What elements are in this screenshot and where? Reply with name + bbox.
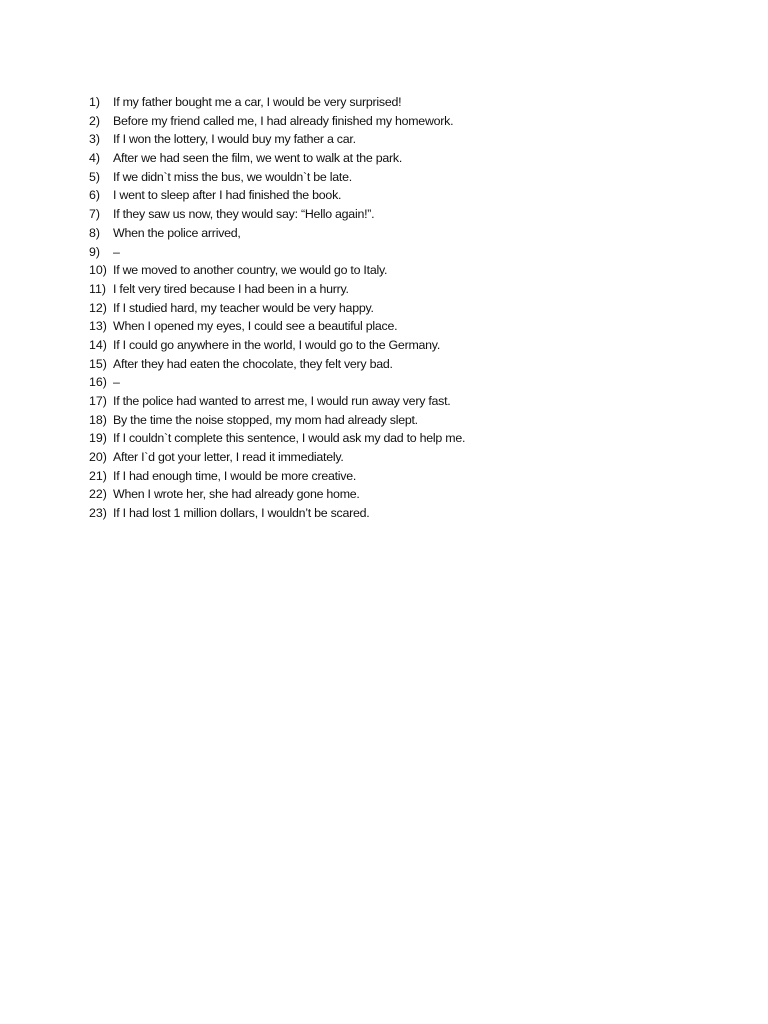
item-number: 23): [89, 506, 107, 521]
list-item: [89, 149, 465, 168]
item-text: If I had lost 1 million dollars, I wouldn’t be scared.: [113, 506, 370, 521]
list-item: [89, 504, 465, 523]
list-item: [89, 411, 465, 430]
item-text: If I had enough time, I would be more creative.: [113, 468, 357, 483]
item-number: 2): [89, 113, 101, 128]
item-text: If I couldn`t complete this sentence, I would ask my dad to help me.: [113, 431, 466, 446]
list-item: [89, 299, 465, 318]
item-number: 15): [89, 356, 107, 371]
item-text: If I won the lottery, I would buy my father a car.: [113, 132, 356, 147]
item-number: 6): [89, 188, 101, 203]
item-number: 1): [89, 95, 101, 109]
item-text: After they had eaten the chocolate, they felt very bad.: [113, 356, 393, 371]
item-number: 8): [89, 225, 101, 240]
item-number: 11): [89, 281, 106, 296]
item-text: After we had seen the film, we went to walk at the park.: [113, 151, 403, 166]
item-text: By the time the noise stopped, my mom had already slept.: [113, 412, 418, 427]
item-text: When I wrote her, she had already gone home.: [113, 487, 360, 502]
item-number: 7): [89, 207, 101, 222]
list-item: [89, 317, 465, 336]
list-item: [89, 280, 465, 299]
list-item: [89, 467, 465, 486]
item-number: 5): [89, 169, 101, 184]
sentence-list: [89, 93, 465, 523]
item-number: 17): [89, 394, 107, 408]
item-text: I went to sleep after I had finished the book.: [113, 188, 342, 203]
list-item: [89, 243, 465, 262]
item-text: I felt very tired because I had been in a hurry.: [113, 281, 349, 296]
item-text: If we didn`t miss the bus, we wouldn`t be late.: [113, 169, 352, 184]
list-item: [89, 373, 465, 392]
item-text: Before my friend called me, I had already finished my homework.: [113, 113, 454, 128]
item-number: 9): [89, 244, 101, 259]
list-item: [89, 336, 465, 355]
item-number: 20): [89, 450, 107, 465]
list-item: [89, 392, 465, 411]
item-number: 10): [89, 263, 107, 278]
list-item: [89, 448, 465, 467]
item-number: 4): [89, 151, 101, 166]
item-number: 13): [89, 319, 107, 334]
list-item: [89, 224, 465, 243]
list-item: [89, 112, 465, 131]
list-item: [89, 130, 465, 149]
item-text: After I`d got your letter, I read it immediately.: [113, 450, 344, 465]
list-item: [89, 205, 465, 224]
item-number: 22): [89, 487, 107, 502]
list-item: [89, 168, 465, 187]
item-number: 19): [89, 431, 107, 446]
item-number: 3): [89, 132, 101, 147]
item-text: –: [113, 375, 120, 390]
list-item: [89, 485, 465, 504]
item-text: When I opened my eyes, I could see a beautiful place.: [113, 319, 398, 334]
item-number: 16): [89, 375, 107, 390]
item-text: When the police arrived,: [113, 225, 241, 240]
item-text: If my father bought me a car, I would be very surprised!: [113, 95, 402, 109]
list-item: [89, 186, 465, 205]
list-item: [89, 429, 465, 448]
list-item: [89, 93, 465, 112]
list-item: [89, 261, 465, 280]
list-item: [89, 355, 465, 374]
item-text: If the police had wanted to arrest me, I would run away very fast.: [113, 394, 451, 408]
item-number: 12): [89, 300, 107, 315]
item-text: If we moved to another country, we would go to Italy.: [113, 263, 388, 278]
item-text: If I could go anywhere in the world, I would go to the Germany.: [113, 337, 441, 352]
item-number: 21): [89, 468, 107, 483]
item-number: 14): [89, 337, 107, 352]
item-text: If I studied hard, my teacher would be very happy.: [113, 300, 374, 315]
item-text: If they saw us now, they would say: “Hello again!”.: [113, 207, 375, 222]
item-number: 18): [89, 412, 107, 427]
item-text: –: [113, 244, 120, 259]
